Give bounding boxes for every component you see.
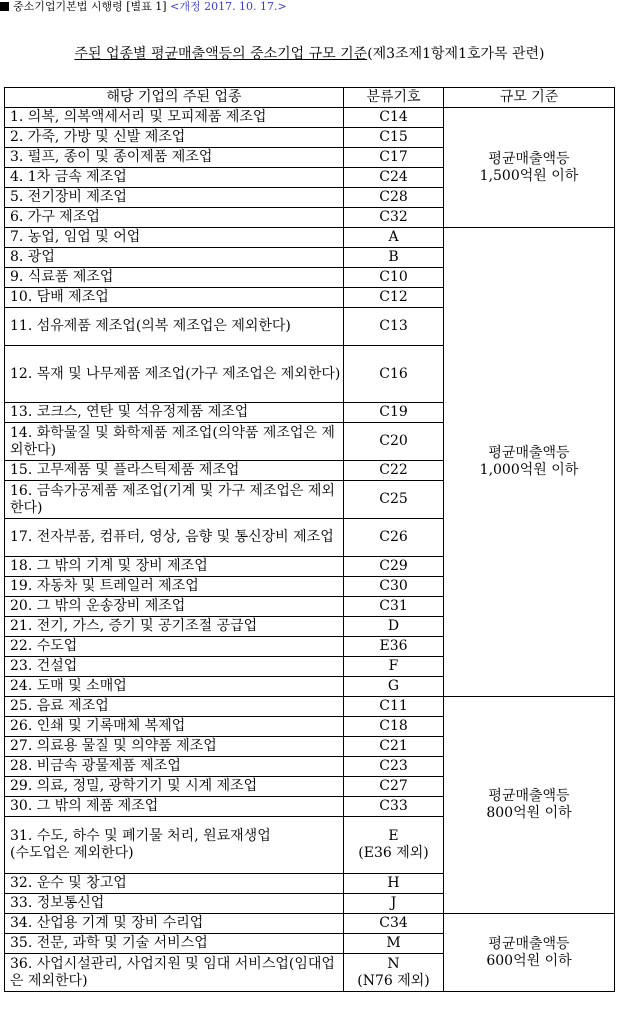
- industry-name: 30. 그 밖의 제품 제조업: [5, 797, 344, 817]
- law-name: 중소기업기본법 시행령: [13, 0, 123, 13]
- class-code: H: [344, 874, 444, 894]
- industry-name: 28. 비금속 광물제품 제조업: [5, 757, 344, 777]
- class-code-main: N: [387, 955, 400, 972]
- class-code: C20: [344, 423, 444, 461]
- class-code: C12: [344, 288, 444, 308]
- class-code: C26: [344, 519, 444, 557]
- annex-label: [별표 1]: [126, 0, 167, 13]
- class-code: C13: [344, 308, 444, 346]
- industry-name: 22. 수도업: [5, 637, 344, 657]
- table-row: [5, 697, 615, 717]
- standard-label: 평균매출액등: [488, 150, 570, 167]
- table-row: [5, 108, 615, 128]
- header-code: 분류기호: [344, 88, 444, 108]
- industry-name: 6. 가구 제조업: [5, 208, 344, 228]
- class-code: C21: [344, 737, 444, 757]
- standard-label: 평균매출액등: [488, 935, 570, 952]
- table-header-row: [5, 88, 615, 108]
- class-code: G: [344, 677, 444, 697]
- industry-name: 3. 펄프, 종이 및 종이제품 제조업: [5, 148, 344, 168]
- standard-value: 600억원 이하: [486, 952, 572, 969]
- size-standard-table: [4, 87, 615, 992]
- industry-name: [5, 817, 344, 874]
- table-row: [5, 914, 615, 934]
- class-code: C31: [344, 597, 444, 617]
- size-standard-group-1: [444, 108, 615, 228]
- industry-name: 15. 고무제품 및 플라스틱제품 제조업: [5, 461, 344, 481]
- table-row: [5, 228, 615, 248]
- industry-name: 26. 인쇄 및 기록매체 복제업: [5, 717, 344, 737]
- standard-label: 평균매출액등: [488, 445, 570, 461]
- industry-name: 35. 전문, 과학 및 기술 서비스업: [5, 934, 344, 954]
- industry-name: 34. 산업용 기계 및 장비 수리업: [5, 914, 344, 934]
- class-code: B: [344, 248, 444, 268]
- industry-name: 9. 식료품 제조업: [5, 268, 344, 288]
- standard-value: 1,500억원 이하: [479, 167, 579, 184]
- class-code: C22: [344, 461, 444, 481]
- header-standard: 규모 기준: [444, 88, 615, 108]
- industry-name: 17. 전자부품, 컴퓨터, 영상, 음향 및 통신장비 제조업: [5, 519, 344, 557]
- class-code: C30: [344, 577, 444, 597]
- industry-name: 16. 금속가공제품 제조업(기계 및 가구 제조업은 제외한다): [5, 481, 344, 519]
- class-code: A: [344, 228, 444, 248]
- class-code: J: [344, 894, 444, 914]
- industry-name: 14. 화학물질 및 화학제품 제조업(의약품 제조업은 제외한다): [5, 423, 344, 461]
- industry-name: 7. 농업, 임업 및 어업: [5, 228, 344, 248]
- class-code-note: (E36 제외): [358, 845, 429, 861]
- page-title: [0, 45, 619, 63]
- class-code: C28: [344, 188, 444, 208]
- class-code: [344, 954, 444, 992]
- class-code: C18: [344, 717, 444, 737]
- title-reference: (제3조제1항제1호가목 관련): [367, 46, 545, 62]
- industry-name: 12. 목재 및 나무제품 제조업(가구 제조업은 제외한다): [5, 346, 344, 403]
- class-code: F: [344, 657, 444, 677]
- industry-name-main: 31. 수도, 하수 및 폐기물 처리, 원료재생업: [10, 828, 271, 844]
- industry-name: 33. 정보통신업: [5, 894, 344, 914]
- class-code-note: (N76 제외): [357, 972, 430, 989]
- industry-name: 8. 광업: [5, 248, 344, 268]
- class-code: C29: [344, 557, 444, 577]
- industry-name: 1. 의복, 의복액세서리 및 모피제품 제조업: [5, 108, 344, 128]
- document-header: [0, 0, 287, 14]
- industry-name: 29. 의료, 정밀, 광학기기 및 시계 제조업: [5, 777, 344, 797]
- industry-name: 27. 의료용 물질 및 의약품 제조업: [5, 737, 344, 757]
- size-standard-group-4: [444, 914, 615, 992]
- class-code: C15: [344, 128, 444, 148]
- class-code: C14: [344, 108, 444, 128]
- size-standard-group-3: [444, 697, 615, 914]
- industry-name-note: (수도업은 제외한다): [10, 845, 134, 861]
- standard-value: 800억원 이하: [486, 805, 572, 821]
- industry-name: 10. 담배 제조업: [5, 288, 344, 308]
- class-code: C16: [344, 346, 444, 403]
- industry-name: 24. 도매 및 소매업: [5, 677, 344, 697]
- class-code: [344, 817, 444, 874]
- industry-name: 4. 1차 금속 제조업: [5, 168, 344, 188]
- class-code: C23: [344, 757, 444, 777]
- industry-name: 23. 건설업: [5, 657, 344, 677]
- class-code: C10: [344, 268, 444, 288]
- standard-value: 1,000억원 이하: [479, 462, 579, 478]
- industry-name: 13. 코크스, 연탄 및 석유정제품 제조업: [5, 403, 344, 423]
- industry-name: 21. 전기, 가스, 증기 및 공기조절 공급업: [5, 617, 344, 637]
- class-code-main: E: [388, 828, 399, 844]
- industry-name: 11. 섬유제품 제조업(의복 제조업은 제외한다): [5, 308, 344, 346]
- class-code: C34: [344, 914, 444, 934]
- class-code: C17: [344, 148, 444, 168]
- header-industry: 해당 기업의 주된 업종: [5, 88, 344, 108]
- class-code: C11: [344, 697, 444, 717]
- class-code: C27: [344, 777, 444, 797]
- class-code: C32: [344, 208, 444, 228]
- class-code: C25: [344, 481, 444, 519]
- industry-name: 19. 자동차 및 트레일러 제조업: [5, 577, 344, 597]
- class-code: C19: [344, 403, 444, 423]
- class-code: C33: [344, 797, 444, 817]
- revision-date: <개정 2017. 10. 17.>: [170, 0, 287, 13]
- title-main: 주된 업종별 평균매출액등의 중소기업 규모 기준: [74, 46, 368, 62]
- size-standard-group-2: [444, 228, 615, 697]
- industry-name: 2. 가죽, 가방 및 신발 제조업: [5, 128, 344, 148]
- class-code: C24: [344, 168, 444, 188]
- industry-name: 5. 전기장비 제조업: [5, 188, 344, 208]
- industry-name: 32. 운수 및 창고업: [5, 874, 344, 894]
- standard-label: 평균매출액등: [488, 788, 570, 804]
- class-code: E36: [344, 637, 444, 657]
- square-bullet-icon: [0, 2, 9, 11]
- industry-name: 18. 그 밖의 기계 및 장비 제조업: [5, 557, 344, 577]
- class-code: M: [344, 934, 444, 954]
- industry-name: 25. 음료 제조업: [5, 697, 344, 717]
- industry-name: 20. 그 밖의 운송장비 제조업: [5, 597, 344, 617]
- class-code: D: [344, 617, 444, 637]
- industry-name: 36. 사업시설관리, 사업지원 및 임대 서비스업(임대업은 제외한다): [5, 954, 344, 992]
